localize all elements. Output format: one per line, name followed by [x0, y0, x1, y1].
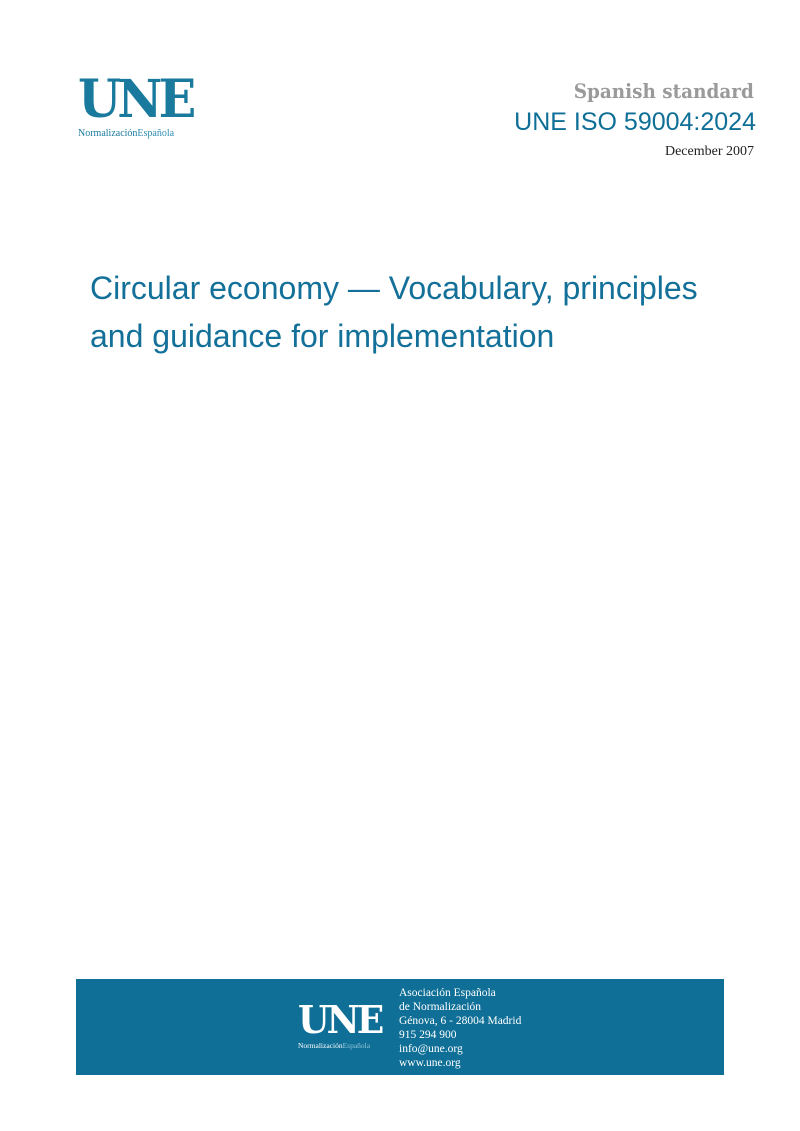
logo-subtitle-a: Normalización — [78, 128, 138, 139]
standard-kind: Spanish standard — [573, 79, 754, 103]
standard-date: December 2007 — [664, 144, 754, 159]
footer-contact — [399, 986, 521, 1070]
logo-subtitle-b: Española — [137, 128, 175, 139]
footer-logo — [298, 997, 386, 1050]
une-logo — [78, 69, 194, 139]
org-email: info@une.org — [399, 1043, 463, 1055]
footer-logo-subtitle-b: Española — [342, 1041, 371, 1050]
logo-wordmark: UNE — [78, 69, 193, 130]
org-phone: 915 294 900 — [399, 1029, 457, 1041]
footer-logo-subtitle-a: Normalización — [298, 1041, 343, 1050]
standard-code: UNE ISO 59004:2024 — [514, 108, 756, 136]
document-title — [90, 264, 750, 360]
footer-logo-subtitle — [298, 1041, 386, 1050]
standard-header — [514, 78, 754, 162]
footer-logo-wordmark: UNE — [298, 997, 382, 1042]
org-name-line-1: Asociación Española — [399, 987, 496, 999]
title-line-2: and guidance for implementation — [90, 318, 555, 354]
org-website: www.une.org — [399, 1057, 461, 1069]
org-name-line-2: de Normalización — [399, 1001, 482, 1013]
org-address: Génova, 6 - 28004 Madrid — [399, 1015, 522, 1027]
footer-banner — [76, 979, 724, 1075]
title-line-1: Circular economy — Vocabulary, principles — [90, 270, 698, 306]
